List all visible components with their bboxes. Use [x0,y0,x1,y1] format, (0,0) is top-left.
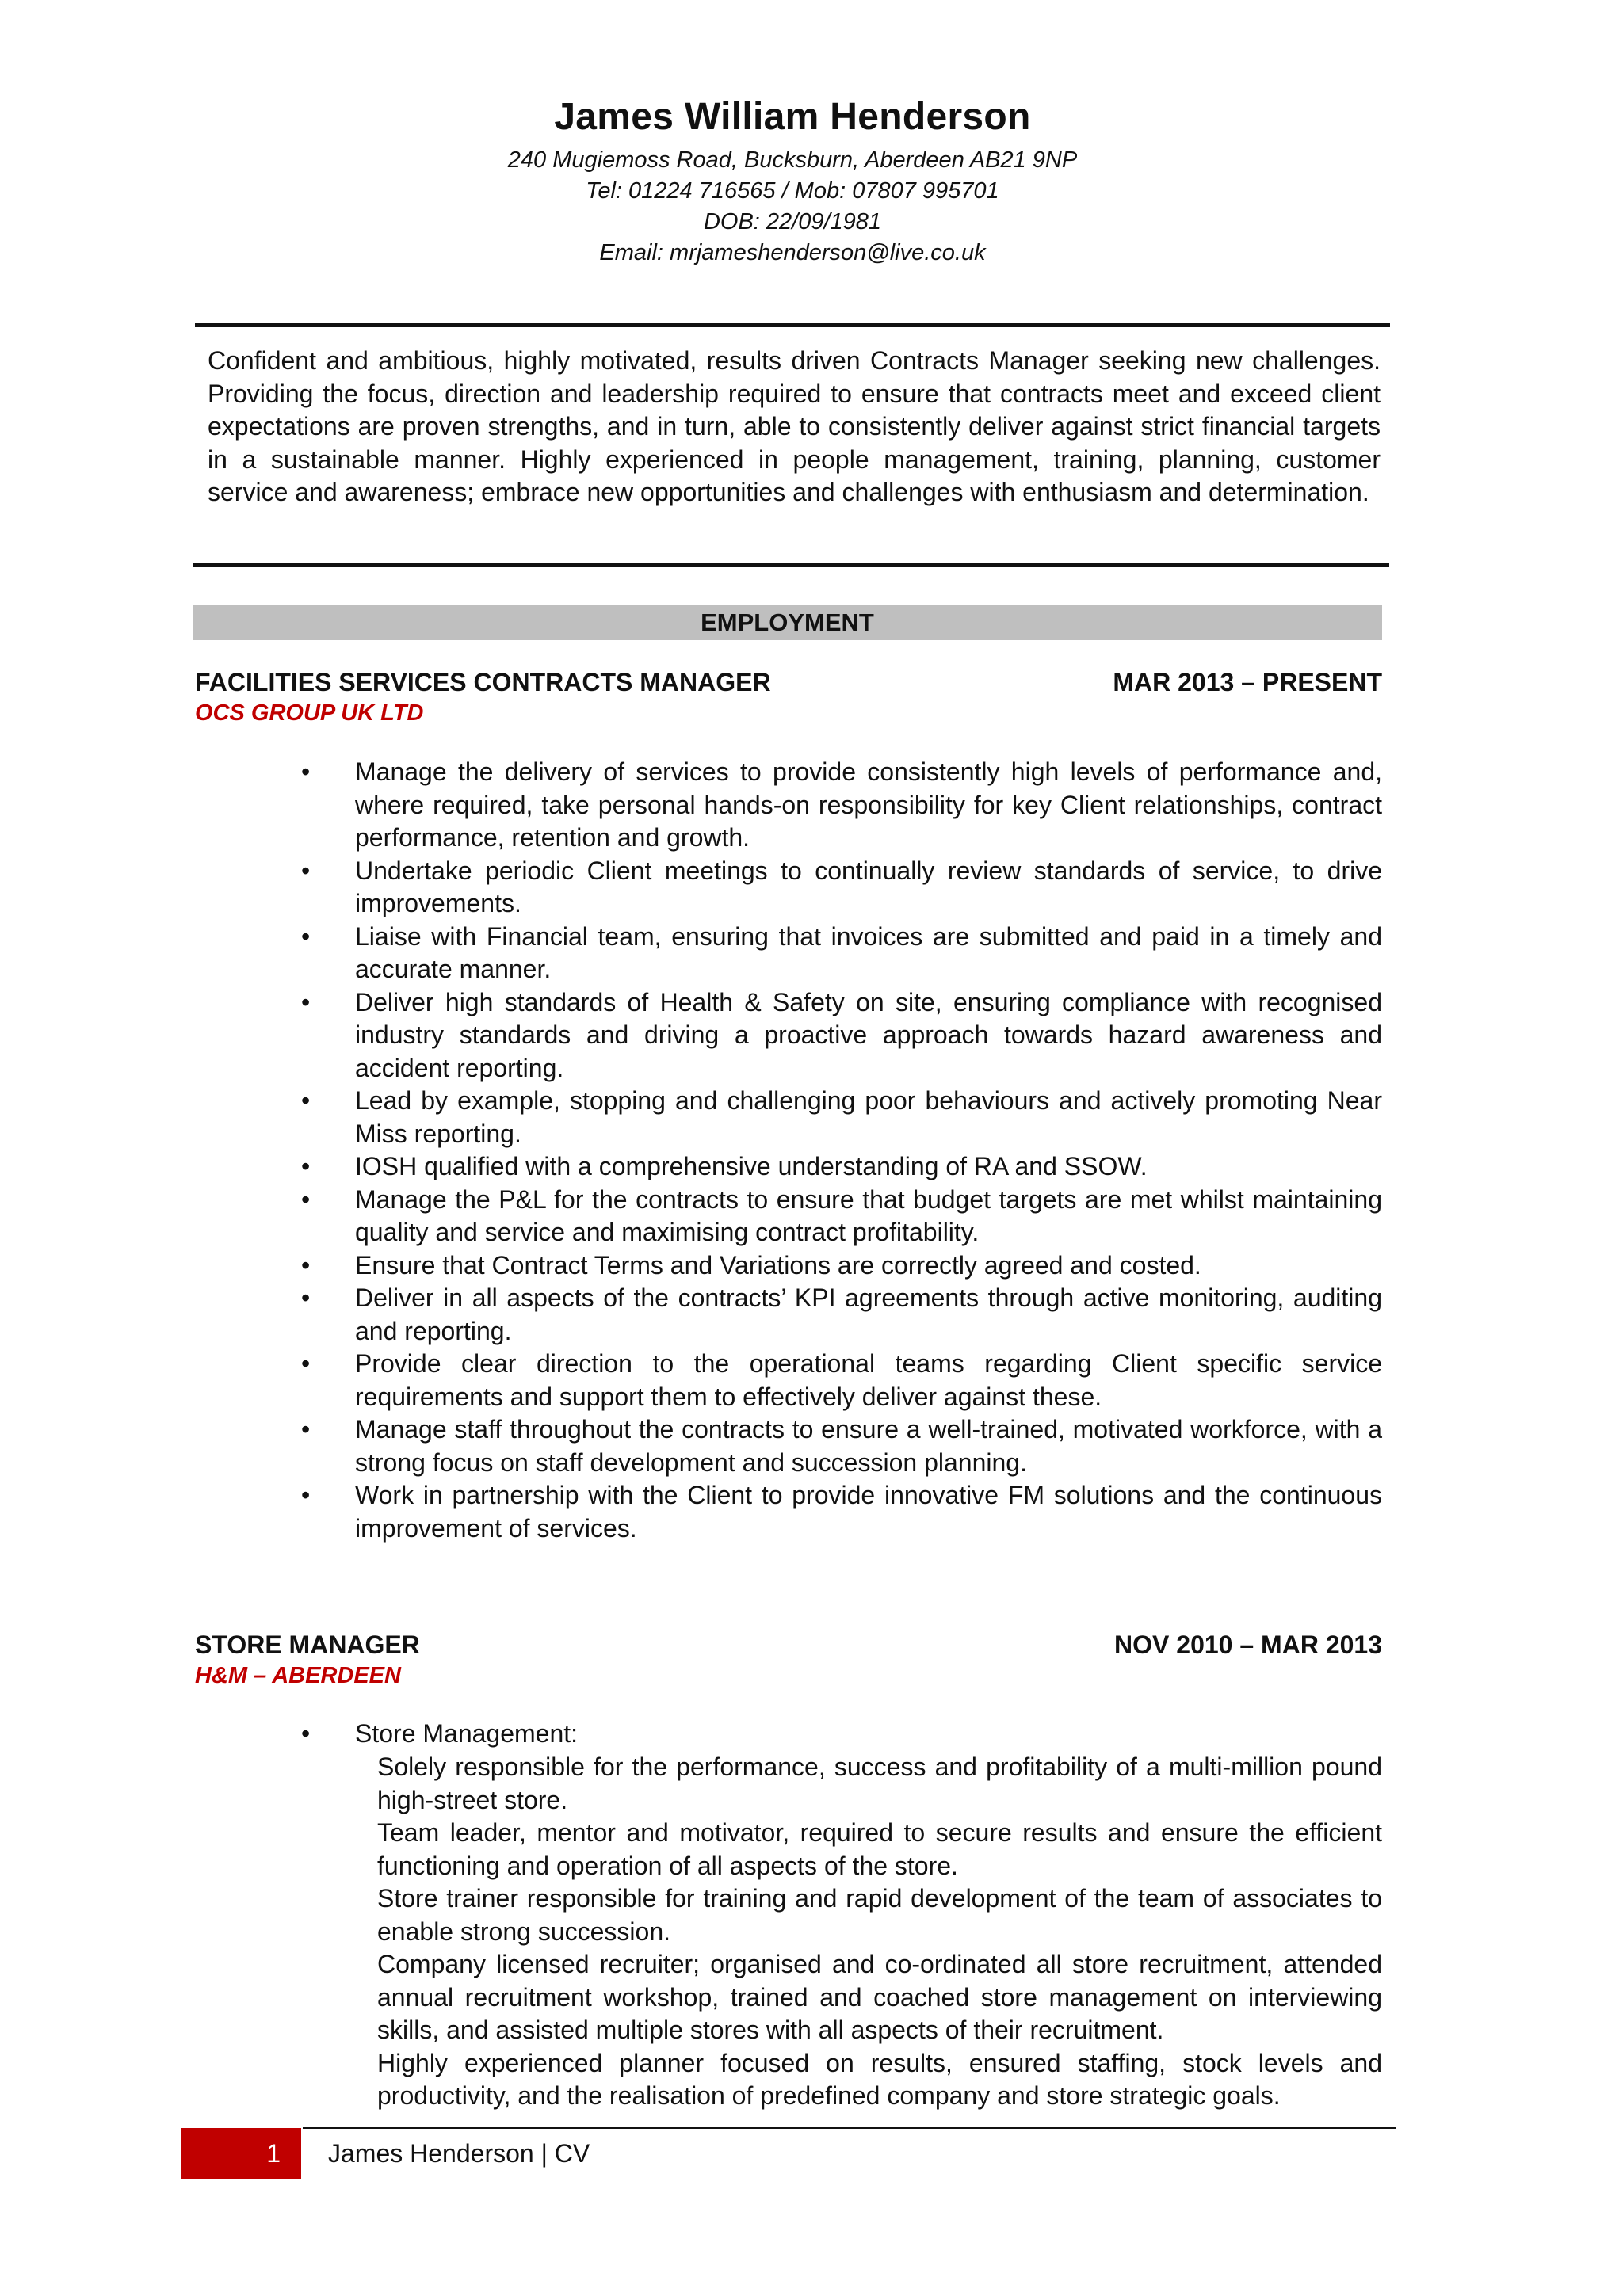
summary-bottom-divider [193,563,1389,567]
list-item [301,855,1382,921]
list-item [301,756,1382,855]
bullet-text: Manage the delivery of services to provide consistently high levels of performance and, where required, take personal hands-on responsibility for key Client relationships, contract performance, retention and growth. [355,757,1382,852]
list-item: Highly experienced planner focused on results, ensured staffing, stock levels and productivity, and the realisation of predefined company and store strategic goals. [377,2048,1382,2110]
list-item [301,1282,1382,1348]
bullet-icon: • [301,1481,311,1509]
bullet-icon: • [301,921,311,951]
profile-summary: Confident and ambitious, highly motivated, results driven Contracts Manager seeking new challenges. Providing the focus, direction and leadership required to ensure that contracts meet and exceed client expectations are proven strengths, and in turn, able to consistently deliver against strict financial targets in a sustainable manner. Highly experienced in people management, training, planning, customer service and awareness; embrace new opportunities and challenges with enthusiasm and determination. [208,346,1381,506]
date-of-birth: DOB: 22/09/1981 [703,209,882,235]
list-item [301,1413,1382,1479]
job-dates-2: NOV 2010 – MAR 2013 [1114,1630,1382,1659]
summary-top-divider [195,323,1390,327]
list-item [301,1085,1382,1150]
job-title-1: FACILITIES SERVICES CONTRACTS MANAGER [195,668,771,696]
email: Email: mrjameshenderson@live.co.uk [599,240,986,265]
list-item [301,1184,1382,1249]
footer-title: James Henderson | CV [328,2139,590,2168]
list-item [301,1348,1382,1413]
bullet-icon: • [301,1349,311,1378]
list-item [301,986,1382,1085]
list-item [301,1150,1382,1184]
list-item: Solely responsible for the performance, success and profitability of a multi-million pound high-street store. [377,1753,1382,1814]
bullet-text: Provide clear direction to the operational teams regarding Client specific service requirements and support them to effectively deliver against these. [355,1349,1382,1411]
phone-numbers: Tel: 01224 716565 / Mob: 07807 995701 [586,178,999,204]
bullet-icon: • [301,757,311,786]
page-number: 1 [181,2128,301,2179]
list-item [301,1479,1382,1545]
bullet-icon: • [301,1152,311,1180]
bullet-icon: • [301,987,311,1016]
bullet-icon: • [301,856,311,885]
bullet-icon: • [301,1184,311,1214]
bullet-icon: • [301,1415,311,1444]
bullet-text: Lead by example, stopping and challenging poor behaviours and actively promoting Near Miss reporting. [355,1086,1382,1148]
job-2-bullet-list [301,1718,1382,1751]
bullet-icon: • [301,1719,311,1748]
bullet-text: Deliver high standards of Health & Safety on site, ensuring compliance with recognised industry standards and driving a proactive approach towards hazard awareness and accident reporting. [355,987,1382,1082]
list-item: Team leader, mentor and motivator, required to secure results and ensure the efficient functioning and operation of all aspects of the store. [377,1818,1382,1880]
bullet-icon: • [301,1283,311,1312]
bullet-text: Manage staff throughout the contracts to ensure a well-trained, motivated workforce, with a strong focus on staff development and succession planning. [355,1415,1382,1477]
store-management-details [377,1751,1382,2113]
list-item: Store trainer responsible for training and rapid development of the team of associates to enable strong succession. [377,1884,1382,1946]
bullet-text: Manage the P&L for the contracts to ensure that budget targets are met whilst maintaining quality and service and maximising contract profitability. [355,1184,1382,1246]
bullet-text: Undertake periodic Client meetings to continually review standards of service, to drive improvements. [355,856,1382,917]
employment-section-heading: EMPLOYMENT [193,605,1382,640]
job-1-bullet-list [301,756,1382,1545]
candidate-name: James William Henderson [554,96,1031,138]
list-item [301,1718,1382,1751]
bullet-icon: • [301,1250,311,1280]
bullet-text: Store Management: [355,1719,579,1748]
address: 240 Mugiemoss Road, Bucksburn, Aberdeen AB21 9NP [507,147,1078,173]
bullet-text: Liaise with Financial team, ensuring that invoices are submitted and paid in a timely and accurate manner. [355,921,1382,983]
bullet-text: Ensure that Contract Terms and Variations are correctly agreed and costed. [355,1250,1201,1280]
bullet-text: Deliver in all aspects of the contracts’ KPI agreements through active monitoring, auditing and reporting. [355,1283,1382,1345]
job-title-2: STORE MANAGER [195,1630,420,1659]
list-item: Company licensed recruiter; organised and co-ordinated all store recruitment, attended annual recruitment workshop, trained and coached store management on interviewing skills, and assisted multiple stores with all aspects of their recruitment. [377,1950,1382,2044]
bullet-icon: • [301,1086,311,1115]
company-1: OCS GROUP UK LTD [195,700,424,726]
job-dates-1: MAR 2013 – PRESENT [1113,668,1382,696]
list-item [301,1249,1382,1283]
company-2: H&M – ABERDEEN [195,1663,401,1688]
bullet-text: Work in partnership with the Client to provide innovative FM solutions and the continuous improvement of services. [355,1481,1382,1543]
bullet-text: IOSH qualified with a comprehensive understanding of RA and SSOW. [355,1152,1148,1180]
list-item [301,921,1382,986]
